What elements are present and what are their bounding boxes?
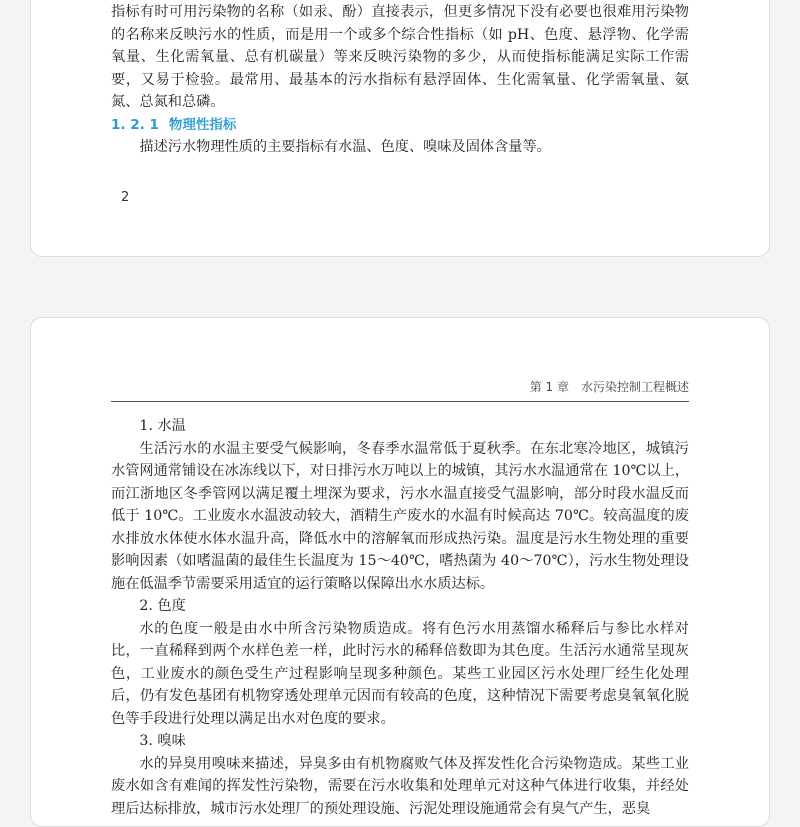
section-number: 1. 2. 1 bbox=[111, 116, 159, 133]
header-chapter: 第 1 章 bbox=[529, 380, 569, 394]
page-number: 2 bbox=[121, 190, 130, 205]
running-header bbox=[111, 378, 689, 396]
paragraph-color: 水的色度一般是由水中所含污染物质造成。将有色污水用蒸馏水稀释后与参比水样对比，一直稀释到两个水样色差一样，此时污水的稀释倍数即为其色度。生活污水通常呈现灰色，工业废水的颜色受生产过程影响呈现多种颜色。某些工业园区污水处理厂经生化处理后，仍有发色基团有机物穿透处理单元因而有较高的色度，这种情况下需要考虑臭氧氧化脱色等手段进行处理以满足出水对色度的要求。 bbox=[111, 620, 689, 727]
section-heading bbox=[111, 114, 689, 137]
section-intro: 描述污水物理性质的主要指标有水温、色度、嗅味及固体含量等。 bbox=[139, 139, 551, 155]
item-heading-color: 2. 色度 bbox=[139, 598, 186, 614]
page-bottom-content bbox=[111, 415, 689, 820]
paragraph-water-temperature: 生活污水的水温主要受气候影响，冬春季水温常低于夏秋季。在东北寒冷地区，城镇污水管网通常铺设在冰冻线以下，对日排污水万吨以上的城镇，其污水水温通常在 10℃以上，而江浙地区冬季管网以满足覆土埋深为要求，污水水温直接受气温影响，部分时段水温反而低于 10℃。工业废水水温波动较大，酒精生产废水的水温有时候高达 70℃。较高温度的废水排放水体使水体水温升高，降低水中的溶解氧而形成热污染。温度是污水生物处理的重要影响因素（如嗜温菌的最佳生长温度为 15～40℃，嗜热菌为 40～70℃），污水生物处理设施在低温季节需要采用适宜的运行策略以保障出水水质达标。 bbox=[111, 440, 689, 592]
paragraph-continued: 指标有时可用污染物的名称（如汞、酚）直接表示，但更多情况下没有必要也很难用污染物的名称来反映污水的性质，而是用一个或多个综合性指标（如 pH、色度、悬浮物、化学需氧量、生化需氧量、总有机碳量）等来反映污染物的多少，从而使指标能满足实际工作需要，又易于检验。最常用、最基本的污水指标有悬浮固体、生化需氧量、化学需氧量、氨氮、总氮和总磷。 bbox=[111, 4, 689, 110]
page-card-top bbox=[30, 0, 770, 257]
item-heading-water-temperature: 1. 水温 bbox=[139, 418, 186, 434]
paragraph-odor: 水的异臭用嗅味来描述，异臭多由有机物腐败气体及挥发性化合污染物造成。某些工业废水如含有难闻的挥发性污染物，需要在污水收集和处理单元对这种气体进行收集，并经处理后达标排放，城市污水处理厂的预处理设施、污泥处理设施通常会有臭气产生，恶臭 bbox=[111, 755, 689, 817]
section-title: 物理性指标 bbox=[168, 116, 237, 133]
page-top-content bbox=[111, 1, 689, 159]
header-title: 水污染控制工程概述 bbox=[580, 380, 689, 394]
item-heading-odor: 3. 嗅味 bbox=[139, 733, 186, 749]
page-card-bottom bbox=[30, 317, 770, 827]
header-rule bbox=[111, 401, 689, 402]
